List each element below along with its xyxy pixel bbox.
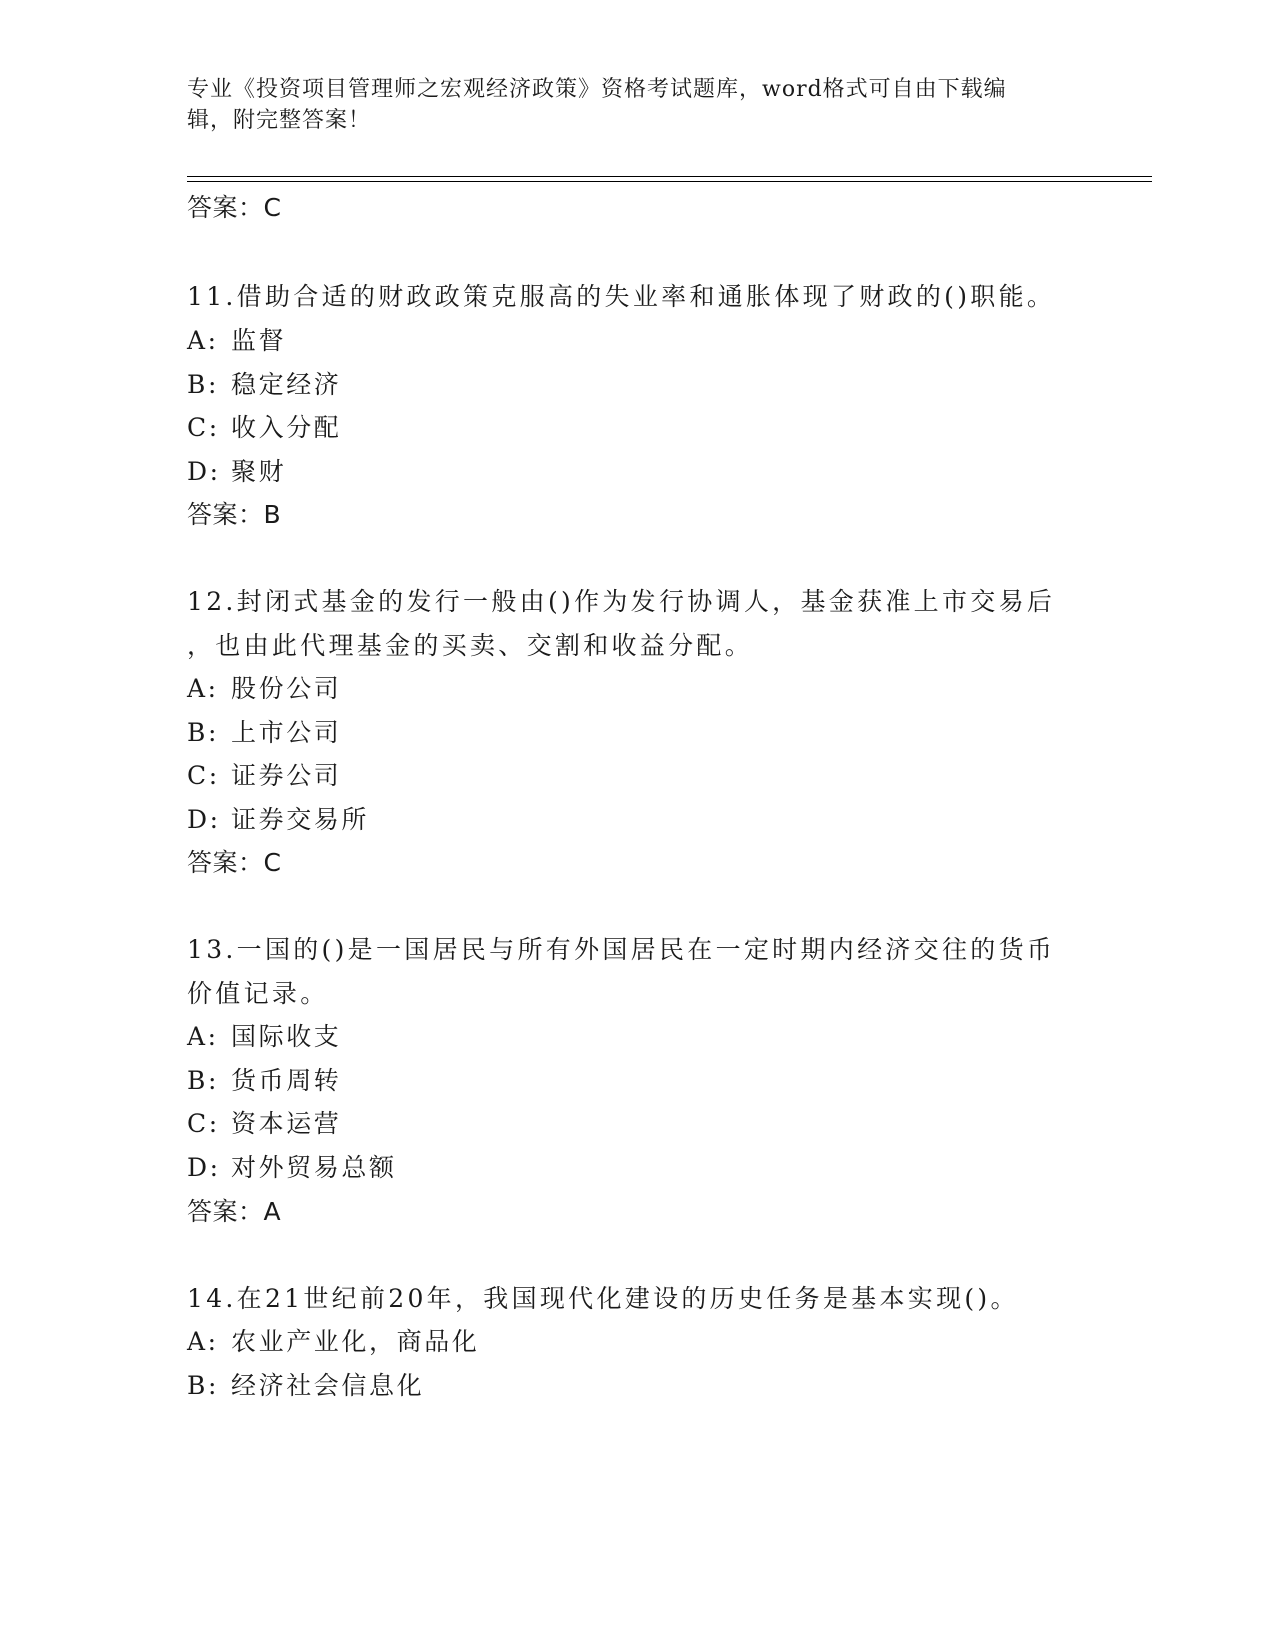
option-text: 聚财 xyxy=(231,457,287,486)
question-13-option-a xyxy=(187,1022,341,1052)
question-13-option-d xyxy=(187,1153,397,1183)
question-11-option-c xyxy=(187,413,341,443)
option-key: C: xyxy=(187,761,220,790)
option-key: A: xyxy=(187,1022,219,1051)
question-12-option-b xyxy=(187,718,341,748)
answer-line: 答案：C xyxy=(187,193,282,222)
option-key: A: xyxy=(187,1327,219,1356)
question-11-option-a xyxy=(187,326,286,356)
option-text: 资本运营 xyxy=(231,1109,342,1138)
question-13-text-line-1: 13.一国的()是一国居民与所有外国居民在一定时期内经济交往的货币 xyxy=(187,935,1056,964)
option-text: 货币周转 xyxy=(231,1066,342,1095)
question-14-option-a xyxy=(187,1327,479,1357)
header-line-1: 专业《投资项目管理师之宏观经济政策》资格考试题库，word格式可自由下载编 xyxy=(187,77,1007,102)
option-key: D: xyxy=(187,1153,221,1182)
question-14-text: 14.在21世纪前20年，我国现代化建设的历史任务是基本实现()。 xyxy=(187,1284,1019,1313)
option-text: 经济社会信息化 xyxy=(231,1371,425,1400)
question-12-text-line-2: ，也由此代理基金的买卖、交割和收益分配。 xyxy=(187,631,754,660)
option-text: 国际收支 xyxy=(231,1022,342,1051)
option-key: B: xyxy=(187,1066,219,1095)
question-12-option-d xyxy=(187,805,369,835)
option-text: 监督 xyxy=(231,326,287,355)
option-key: A: xyxy=(187,326,219,355)
header-divider-bottom xyxy=(187,181,1152,182)
question-13-text-line-2: 价值记录。 xyxy=(187,979,329,1008)
question-11-answer: 答案：B xyxy=(187,500,282,529)
option-key: C: xyxy=(187,1109,220,1138)
document-header xyxy=(187,74,1067,136)
option-key: B: xyxy=(187,718,219,747)
option-key: B: xyxy=(187,1371,219,1400)
option-text: 证券交易所 xyxy=(231,805,370,834)
option-key: B: xyxy=(187,370,219,399)
header-divider-top xyxy=(187,176,1152,177)
question-11-option-b xyxy=(187,370,341,400)
question-14-option-b xyxy=(187,1371,424,1401)
option-key: A: xyxy=(187,674,219,703)
question-12-answer: 答案：C xyxy=(187,848,282,877)
option-text: 收入分配 xyxy=(231,413,342,442)
question-12-option-c xyxy=(187,761,341,791)
option-text: 上市公司 xyxy=(231,718,342,747)
option-key: D: xyxy=(187,805,221,834)
question-13-option-b xyxy=(187,1066,341,1096)
option-text: 农业产业化，商品化 xyxy=(231,1327,480,1356)
question-12-text-line-1: 12.封闭式基金的发行一般由()作为发行协调人，基金获准上市交易后 xyxy=(187,587,1056,616)
option-text: 证券公司 xyxy=(231,761,342,790)
option-text: 股份公司 xyxy=(231,674,342,703)
question-13-option-c xyxy=(187,1109,341,1139)
option-key: C: xyxy=(187,413,220,442)
option-key: D: xyxy=(187,457,221,486)
header-line-2: 辑，附完整答案！ xyxy=(187,108,372,133)
question-11-text: 11.借助合适的财政政策克服高的失业率和通胀体现了财政的()职能。 xyxy=(187,282,1056,311)
question-11-option-d xyxy=(187,457,286,487)
option-text: 稳定经济 xyxy=(231,370,342,399)
question-12-option-a xyxy=(187,674,341,704)
question-13-answer: 答案：A xyxy=(187,1197,282,1226)
option-text: 对外贸易总额 xyxy=(231,1153,397,1182)
